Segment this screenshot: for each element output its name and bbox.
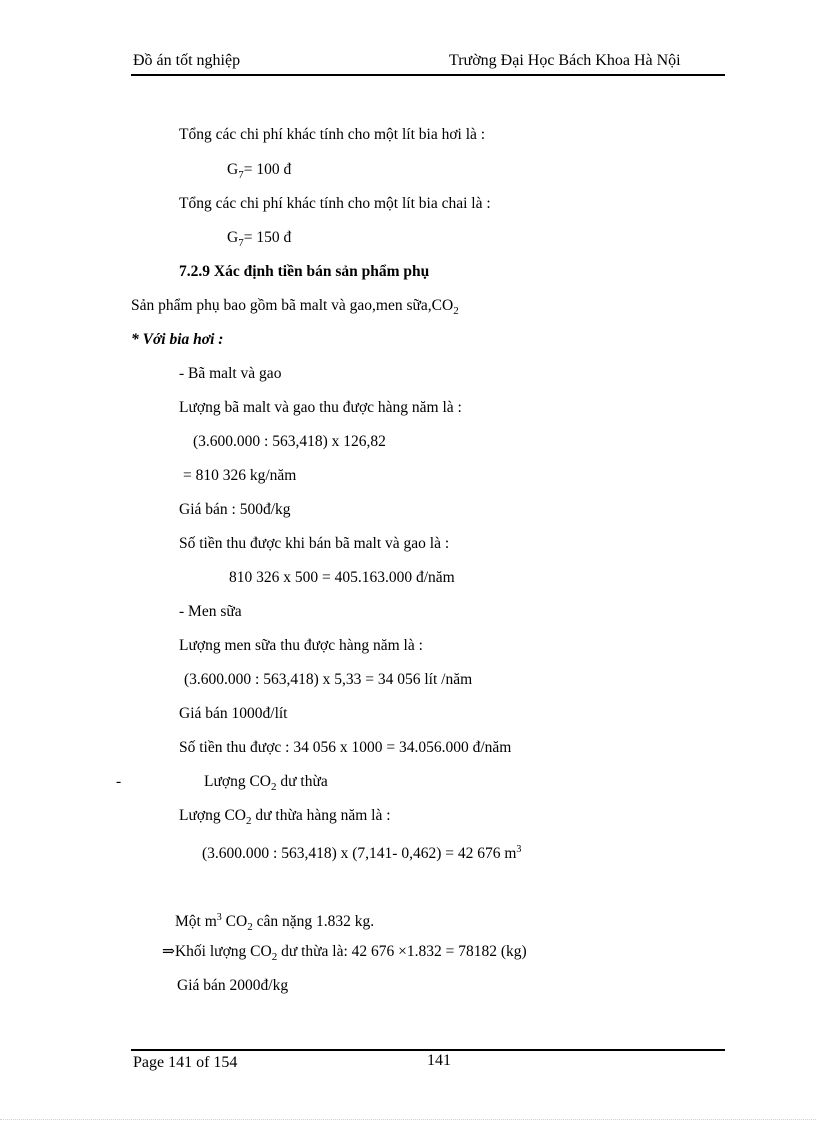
text-line: Lượng men sữa thu được hàng năm là : (179, 637, 423, 654)
header-title-left: Đồ án tốt nghiệp (133, 52, 241, 69)
formula-line: $G_7= 150$ đ (227, 229, 292, 249)
text-line: Giá bán 2000đ/kg (177, 977, 289, 994)
formula-line: (3.600.000 : 563,418) x 5,33 = 34 056 lít /năm (184, 671, 473, 688)
list-item: Lượng $CO_2$ dư thừa (204, 773, 328, 793)
footer-page-count: Page 141 of 154 (133, 1054, 238, 1071)
formula-line: = 810 326 kg/năm (183, 467, 297, 484)
text-line: Một $m^3$ $CO_2$ cân nặng 1.832 kg. (175, 912, 375, 933)
formula-line: 810 326 x 500 = 405.163.000 đ/năm (229, 569, 455, 586)
list-dash: - (116, 773, 122, 790)
formula-line: (3.600.000 : 563,418) x (7,141- 0,462) = 42 676 $m^3$ (202, 844, 522, 862)
page-bottom-border (0, 1119, 816, 1120)
text-line: Lượng bã malt và gao thu được hàng năm là : (179, 399, 462, 416)
subsection-heading: * Với bia hơi : (131, 331, 224, 348)
text-line: Lượng $CO_2$ dư thừa hàng năm là : (179, 807, 391, 827)
text-line: Sản phẩm phụ bao gồm bã malt và gao,men $sữa,CO_2$ (131, 297, 459, 317)
formula-line: $G_7= 100$ đ (227, 161, 292, 181)
list-item: - Bã malt và gao (179, 365, 282, 382)
text-line: Tổng các chi phí khác tính cho một lít bia chai là : (179, 195, 491, 212)
text-line: Số tiền thu được : 34 056 x 1000 = 34.056.000 đ/năm (179, 739, 512, 756)
list-item: - Men sữa (179, 603, 242, 620)
header-title-right: Trường Đại Học Bách Khoa Hà Nội (449, 52, 681, 69)
section-heading: 7.2.9 Xác định tiền bán sản phẩm phụ (179, 263, 430, 280)
text-line: Số tiền thu được khi bán bã malt và gao là : (179, 535, 450, 552)
footer-page-number: 141 (427, 1052, 451, 1069)
footer-divider (131, 1049, 725, 1051)
formula-line: (3.600.000 : 563,418) x 126,82 (193, 433, 386, 450)
text-line: Giá bán : 500đ/kg (179, 501, 291, 518)
text-line: Giá bán 1000đ/lít (179, 705, 288, 722)
header-divider (131, 74, 725, 76)
text-line: Tổng các chi phí khác tính cho một lít bia hơi là : (179, 126, 486, 143)
text-line: ⇒Khối lượng $CO_2$ dư thừa là: 42 676 ×1.832 = 78182 (kg) (162, 943, 527, 963)
